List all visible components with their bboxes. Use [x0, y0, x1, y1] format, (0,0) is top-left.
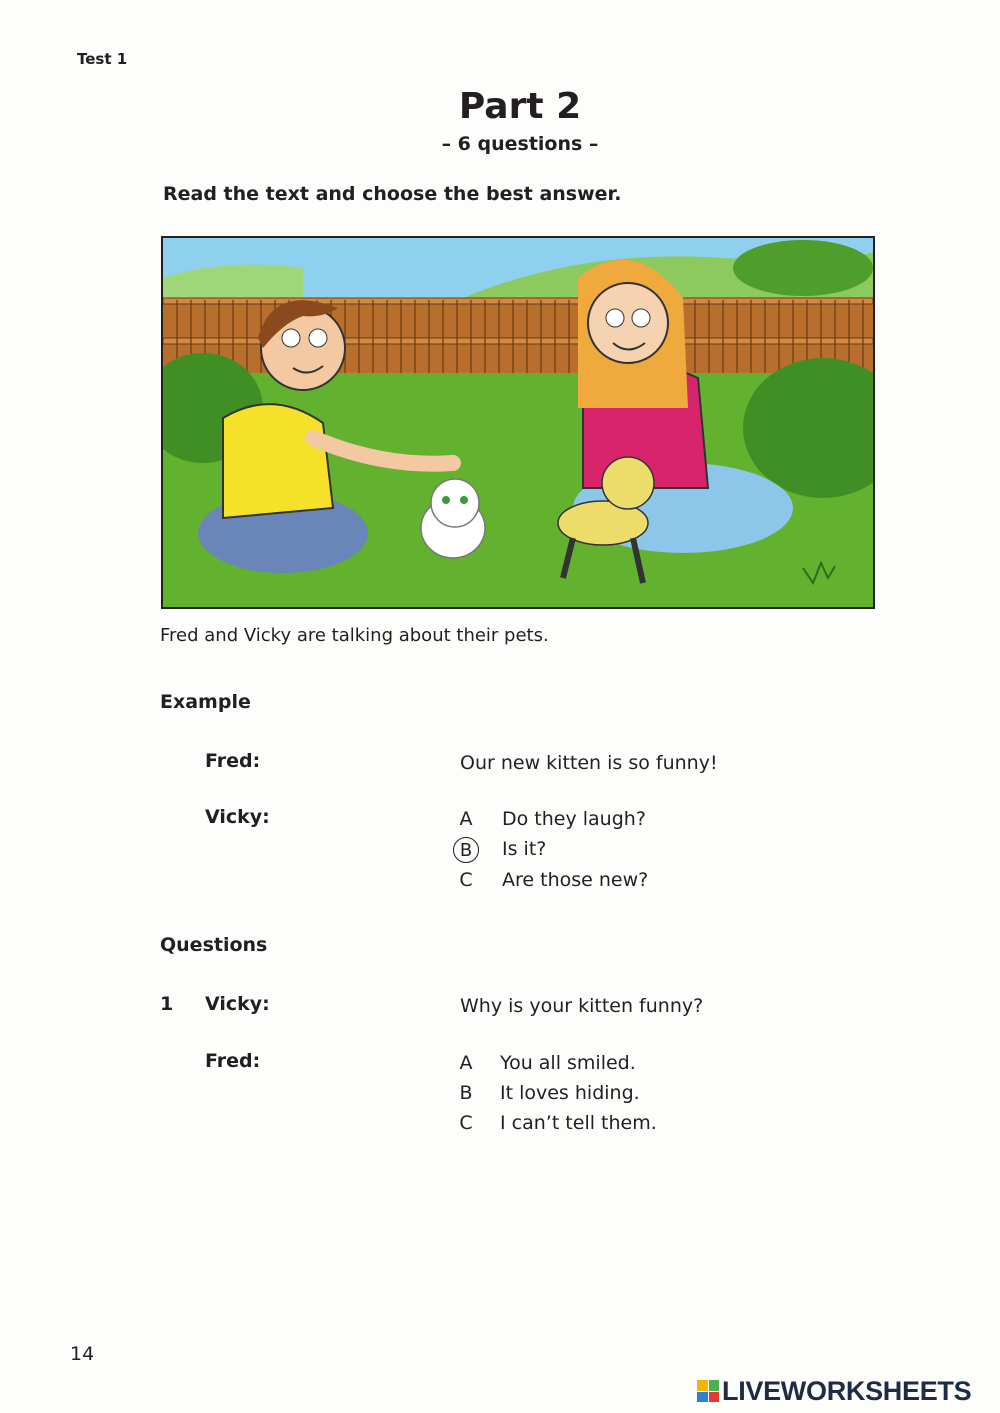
- question-1-option-b-text[interactable]: It loves hiding.: [500, 1082, 640, 1104]
- example-heading: Example: [160, 691, 251, 713]
- test-label: Test 1: [77, 50, 128, 68]
- example-option-c-letter: C: [459, 869, 473, 891]
- question-1-prompt: Why is your kitten funny?: [460, 995, 704, 1017]
- page-title: Part 2: [458, 86, 582, 127]
- questions-heading: Questions: [160, 934, 268, 956]
- brand-text: LIVEWORKSHEETS: [722, 1375, 972, 1406]
- question-1-option-c-text[interactable]: I can’t tell them.: [500, 1112, 657, 1134]
- illustration: [161, 236, 875, 609]
- question-1-number: 1: [160, 993, 174, 1015]
- brand-logo[interactable]: [697, 1376, 971, 1406]
- question-1-speaker-vicky: Vicky:: [205, 993, 270, 1015]
- page-subtitle: – 6 questions –: [441, 133, 599, 155]
- example-prompt: Our new kitten is so funny!: [460, 752, 718, 774]
- example-speaker-vicky: Vicky:: [205, 806, 270, 828]
- illustration-icon: [163, 238, 873, 607]
- instruction-text: Read the text and choose the best answer.: [163, 183, 622, 205]
- example-option-a-text: Do they laugh?: [502, 808, 646, 830]
- example-option-b-text: Is it?: [502, 838, 547, 860]
- example-option-c-text: Are those new?: [502, 869, 649, 891]
- question-1-option-c-letter[interactable]: C: [459, 1112, 473, 1134]
- example-speaker-fred: Fred:: [205, 750, 261, 772]
- question-1-speaker-fred: Fred:: [205, 1050, 261, 1072]
- question-1-option-b-letter[interactable]: B: [459, 1082, 473, 1104]
- example-option-b-letter-circled: B: [453, 837, 479, 863]
- caption: Fred and Vicky are talking about their pets.: [160, 625, 549, 646]
- liveworksheets-logo-icon: [697, 1380, 719, 1402]
- example-option-a-letter: A: [459, 808, 473, 830]
- question-1-option-a-letter[interactable]: A: [459, 1052, 473, 1074]
- page-number: 14: [70, 1343, 95, 1365]
- question-1-option-a-text[interactable]: You all smiled.: [500, 1052, 636, 1074]
